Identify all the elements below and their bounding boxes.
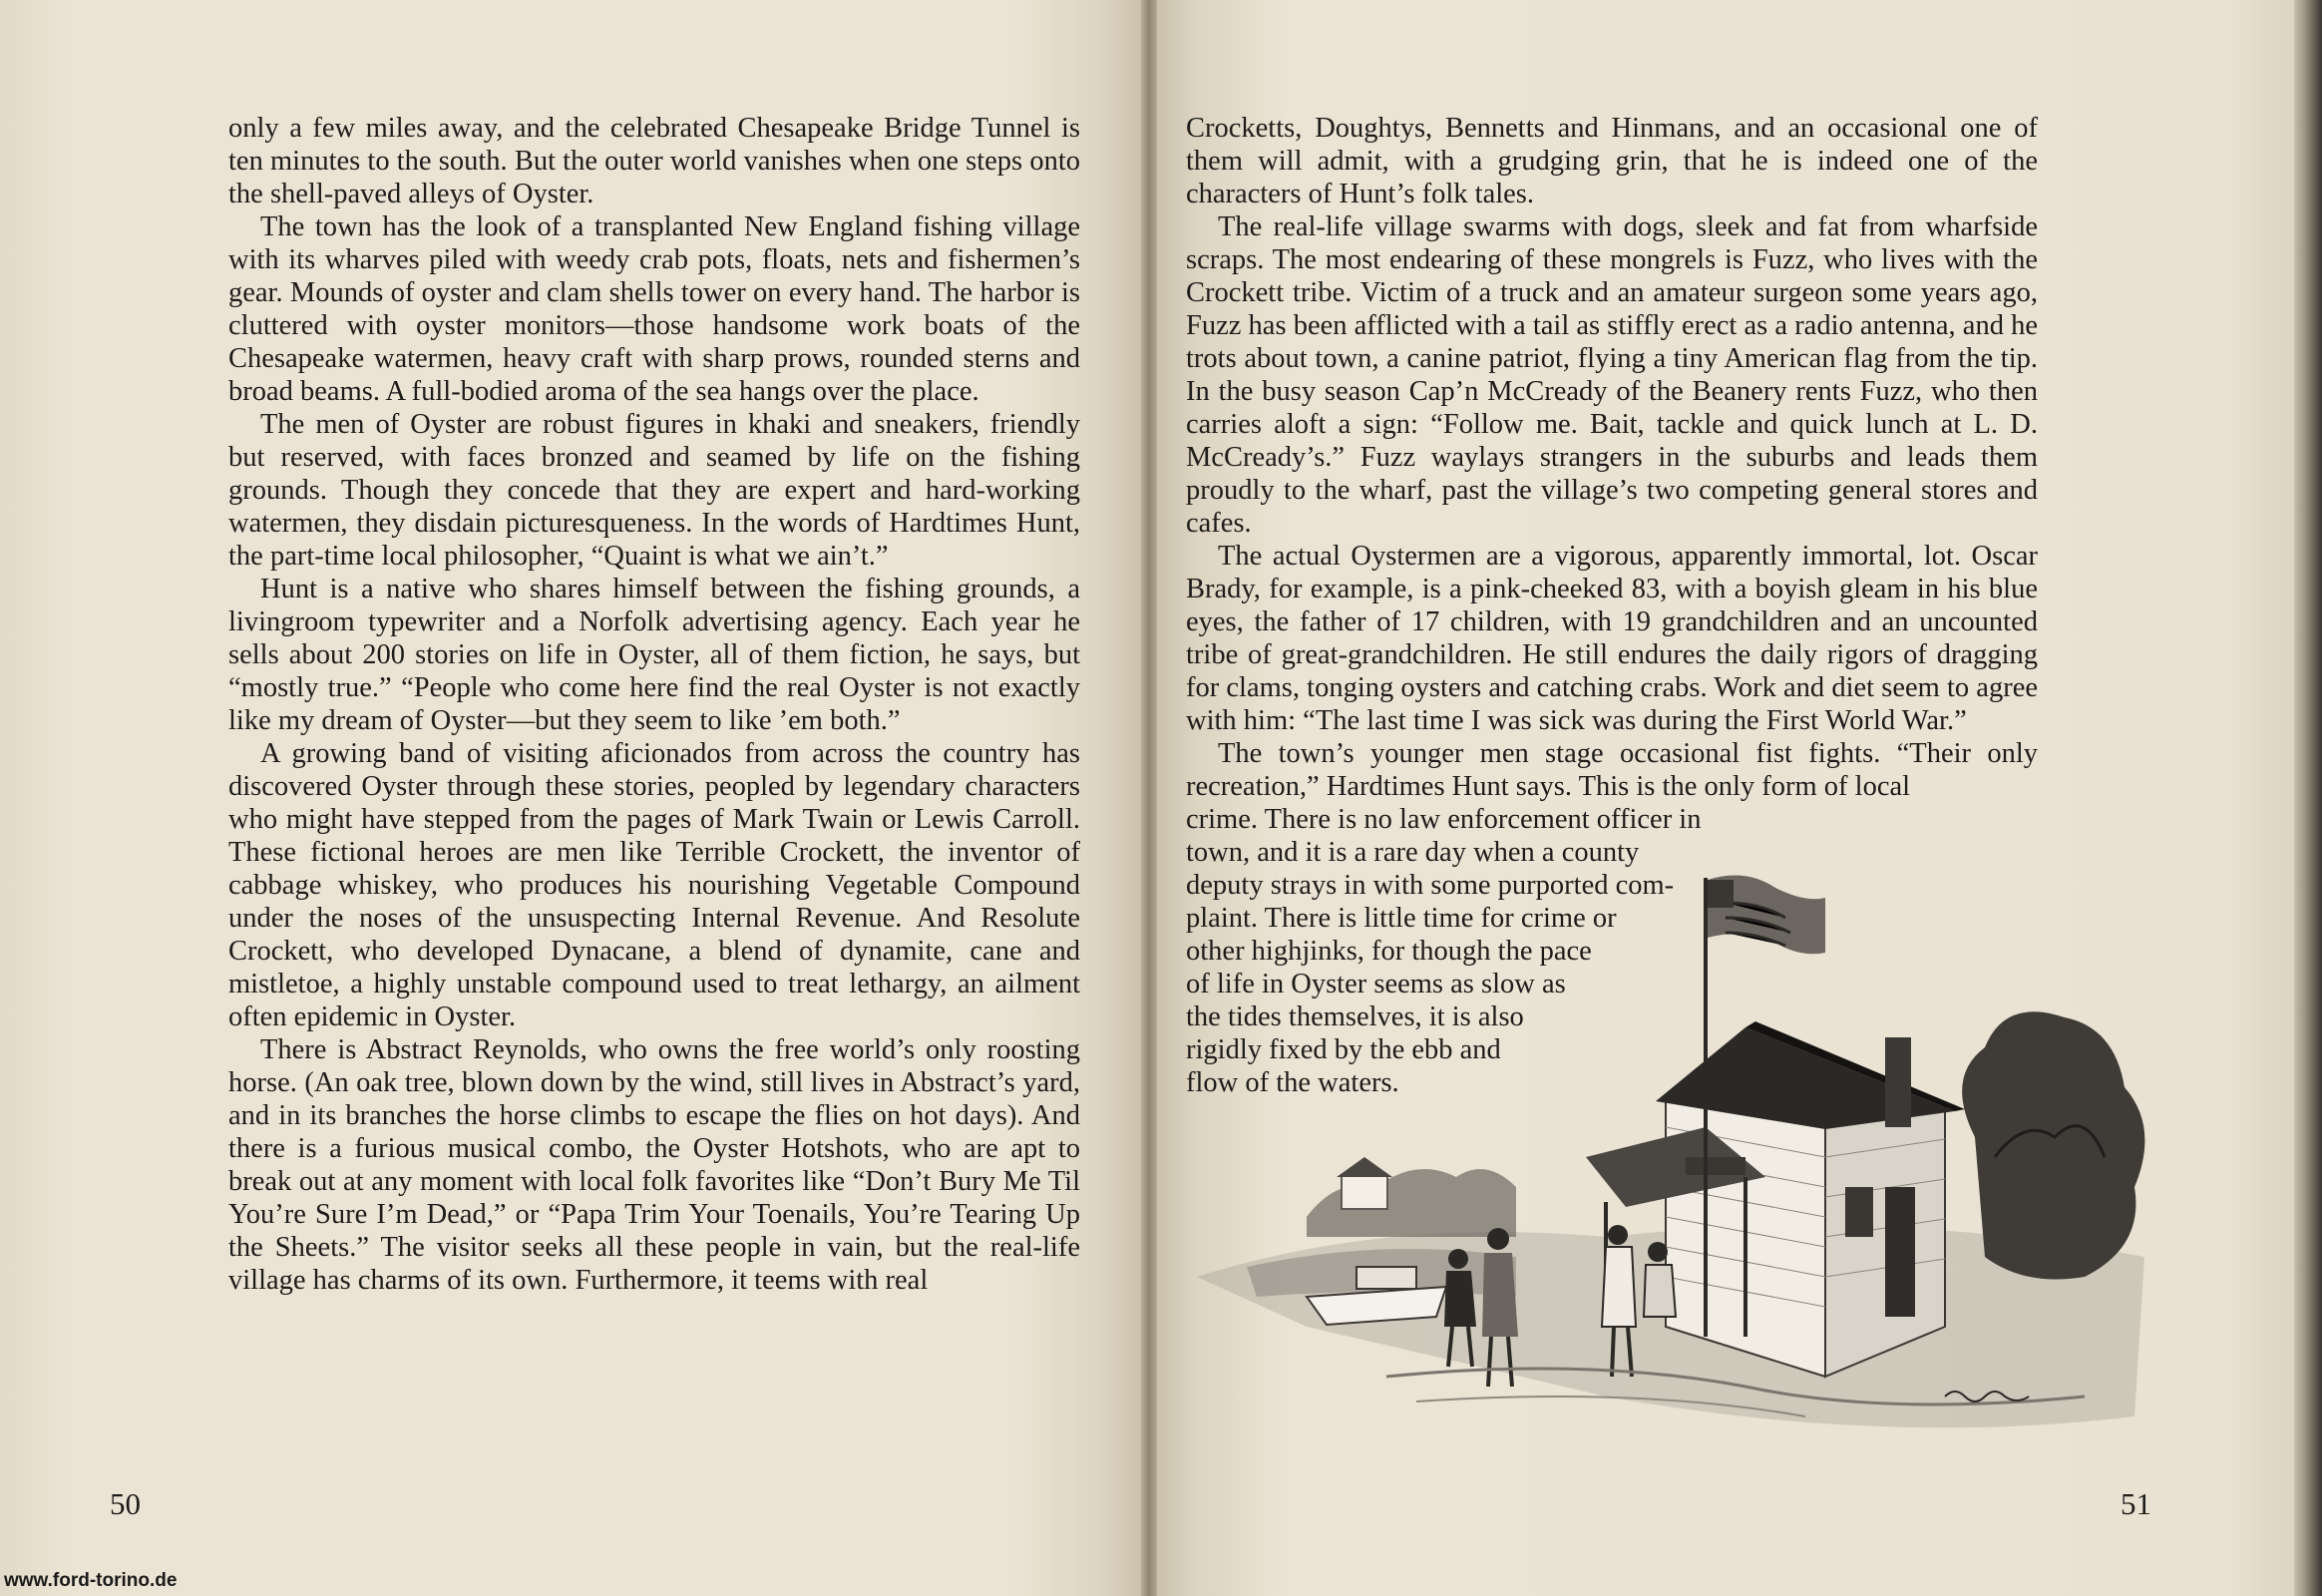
- text-line: deputy strays in with some purported com-: [1186, 870, 1675, 901]
- text-line: other highjinks, for though the pace: [1186, 936, 1592, 967]
- page-number: 50: [110, 1486, 141, 1521]
- paragraph: The town’s younger men stage occasional fist fights. “Their only recreation,” Hardtimes Hunt says. This is the only form of local: [1186, 738, 2038, 802]
- book-gutter: [1141, 0, 1157, 1596]
- paragraph: only a few miles away, and the celebrated Chesapeake Bridge Tunnel is ten minutes to the south. But the outer world vanishes when one steps onto the shell-paved alleys of Oyster.: [228, 113, 1080, 209]
- left-page: [0, 0, 1147, 1596]
- paragraph: There is Abstract Reynolds, who owns the free world’s only roosting horse. (An oak tree, blown down by the wind, still lives in Abstract’s yard, and in its branches the horse climbs to escape the flies on hot days). And there is a furious musical combo, the Oyster Hotshots, who are apt to break out at any moment with local folk favorites like “Don’t Bury Me Til You’re Sure I’m Dead,” or “Papa Trim Your Toenails, You’re Tearing Up the Sheets.” The visitor seeks all these people in vain, but the real-life village has charms of its own. Furthermore, it teems with real: [228, 1034, 1080, 1296]
- text-line: town, and it is a rare day when a county: [1186, 837, 1640, 868]
- paragraph: The town has the look of a transplanted New England fishing village with its wharves piled with weedy crab pots, floats, nets and fishermen’s gear. Mounds of oyster and clam shells tower on every hand. The harbor is cluttered with oyster monitors—those handsome work boats of the Chesapeake watermen, heavy craft with sharp prows, rounded sterns and broad beams. A full-bodied aroma of the sea hangs over the place.: [228, 211, 1080, 407]
- text-line: flow of the waters.: [1186, 1067, 1399, 1098]
- text-line: of life in Oyster seems as slow as: [1186, 969, 1566, 999]
- paragraph: The real-life village swarms with dogs, sleek and fat from wharfside scraps. The most endearing of these mongrels is Fuzz, who lives with the Crockett tribe. Victim of a truck and an amateur surgeon some years ago, Fuzz has been afflicted with a tail as stiffly erect as a radio antenna, and he trots about town, a canine patriot, flying a tiny American flag from the tip. In the busy season Cap’n McCready of the Beanery rents Fuzz, who then carries aloft a sign: “Follow me. Bait, tackle and quick lunch at L. D. McCready’s.” Fuzz waylays strangers in the suburbs and leads them proudly to the wharf, past the village’s two competing general stores and cafes.: [1186, 211, 2038, 539]
- paragraph: Hunt is a native who shares himself between the fishing grounds, a livingroom typewriter and a Norfolk advertising agency. Each year he sells about 200 stories on life in Oyster, all of them fiction, he says, but “mostly true.” “People who come here find the real Oyster is not exactly like my dream of Oyster—but they seem to like ’em both.”: [228, 574, 1080, 736]
- store-illustration: [1187, 858, 2184, 1446]
- text-line: rigidly fixed by the ebb and: [1186, 1034, 1501, 1065]
- page-number: 51: [2121, 1486, 2151, 1521]
- text-line: plaint. There is little time for crime or: [1186, 903, 1617, 934]
- watermark-url: www.ford-torino.de: [4, 1570, 178, 1591]
- paragraph: The men of Oyster are robust figures in khaki and sneakers, friendly but reserved, with faces bronzed and seamed by life on the fishing grounds. Though they concede that they are expert and hard-working watermen, they disdain picturesqueness. In the words of Hardtimes Hunt, the part-time local philosopher, “Quaint is what we ain’t.”: [228, 409, 1080, 572]
- text-line: the tides themselves, it is also: [1186, 1001, 1524, 1032]
- paragraph: A growing band of visiting aficionados from across the country has discovered Oyster through these stories, peopled by legendary characters who might have stepped from the pages of Mark Twain or Lewis Carroll. These fictional heroes are men like Terrible Crockett, the inventor of cabbage whiskey, who produces his nourishing Vegetable Compound under the noses of the unsuspecting Internal Revenue. And Resolute Crockett, who developed Dynacane, a blend of dynamite, cane and mistletoe, a highly unstable compound used to treat lethargy, an ailment often epidemic in Oyster.: [228, 738, 1080, 1032]
- page-edge: [2294, 0, 2322, 1596]
- paragraph: The actual Oystermen are a vigorous, apparently immortal, lot. Oscar Brady, for example, is a pink-cheeked 83, with a boyish gleam in his blue eyes, the father of 17 children, with 19 grandchildren and an uncounted tribe of great-grandchildren. He still endures the daily rigors of dragging for clams, tonging oysters and catching crabs. Work and diet seem to agree with him: “The last time I was sick was during the First World War.”: [1186, 541, 2038, 736]
- paragraph: Crocketts, Doughtys, Bennetts and Hinmans, and an occasional one of them will admit, with a grudging grin, that he is indeed one of the characters of Hunt’s folk tales.: [1186, 113, 2038, 209]
- left-page-text: [228, 112, 1080, 1297]
- text-line: crime. There is no law enforcement officer in: [1186, 804, 1702, 835]
